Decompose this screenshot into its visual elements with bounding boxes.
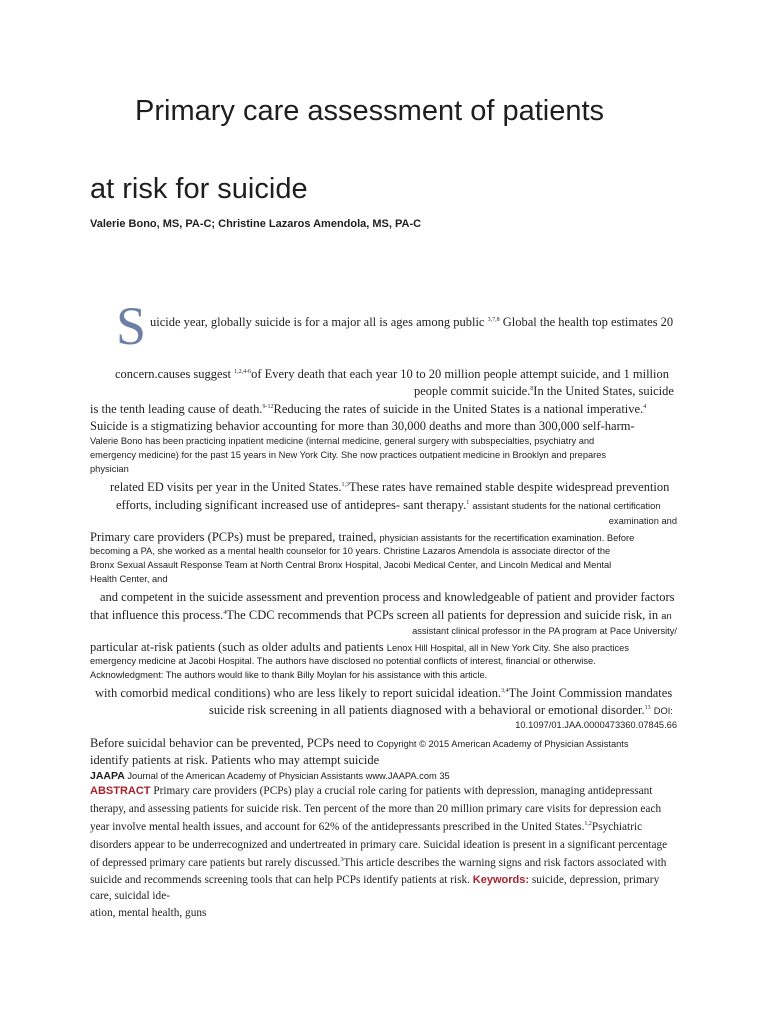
body-line-13: suicide risk screening in all patients diagnosed with a behavioral or emotional disorder.$^{13}$ DOI: [209,703,673,717]
body-line-12: with comorbid medical conditions) who are less likely to report suicidal ideation.$^{3,4}$The Joint Commission mandates [95,686,673,700]
abstract-line-4: disorders appear to be underrecognized and undertreated in primary care. Suicidal ideation is present in a significant percentage [90,839,668,851]
author-note-2-line-3: Health Center, and [90,574,168,584]
title-line-1: Primary care assessment of patients [135,95,605,127]
author-list: Valerie Bono, MS, PA-C; Christine Lazaros Amendola, MS, PA-C [90,218,422,230]
author-note-continuation: examination and [608,516,677,526]
author-note-3-line-2: Acknowledgment: The authors would like to thank Billy Moylan for his assistance with this article. [90,670,488,680]
title-line-2: at risk for suicide [90,173,308,205]
author-note-1-line-3: physician [90,464,129,474]
body-line-3: people commit suicide.$^8$In the United States, suicide [414,384,674,398]
body-line-9: and competent in the suicide assessment and prevention process and knowledgeable of patient and provider factors [100,590,675,604]
keywords-line-2: care, suicidal ide- [90,890,170,902]
abstract-line-2: therapy, and assessing patients for suicide risk. Ten percent of the more than 20 million primary care visits for depression each [90,803,662,815]
body-line-11: particular at-risk patients (such as older adults and patients Lenox Hill Hospital, all in New York City. She also practices [90,640,629,654]
abstract-line-6: suicide and recommends screening tools that can help PCPs identify patients at risk. Keywords: suicide, depression, primary [90,874,660,886]
author-note-3-line-1: emergency medicine at Jacobi Hospital. The authors have disclosed no potential conflicts of interest, financial or otherwise. [90,656,596,666]
body-line-8: Primary care providers (PCPs) must be prepared, trained, physician assistants for the recertification examination. Before [90,530,635,544]
body-line-1: uicide year, globally suicide is for a major all is ages among public $^{3,7,8}$ Global the health top estimates 20 [150,315,674,329]
body-line-5: Suicide is a stigmatizing behavior accounting for more than 30,000 deaths and more than 300,000 self-harm- [90,419,635,433]
abstract-line-5: of depressed primary care patients but rarely discussed.$^3$This article describes the warning signs and risk factors associated with [90,857,667,869]
body-line-15: identify patients at risk. Patients who may attempt suicide [90,753,380,767]
body-line-2: concern.causes suggest $^{1,2,4-6}$of Every death that each year 10 to 20 million people attempt suicide, and 1 million [115,367,670,381]
body-line-14: Before suicidal behavior can be prevented, PCPs need to Copyright © 2015 American Academy of Physician Assistants [90,736,629,750]
doi-value: 10.1097/01.JAA.0000473360.07845.66 [515,720,677,730]
author-note-2-line-2: Bronx Sexual Assault Response Team at North Central Bronx Hospital, Jacobi Medical Center, and Lincoln Medical and Mental [90,560,612,570]
author-note-3-start: assistant clinical professor in the PA program at Pace University/ [412,626,677,636]
body-line-10: that influence this process.$^4$The CDC recommends that PCPs screen all patients for depression and suicide risk, in an [90,608,672,622]
keywords-line-3: ation, mental health, guns [90,907,207,919]
drop-cap-letter: S [116,296,147,356]
abstract-line-3: year involve mental health issues, and account for 62% of the antidepressants prescribed in the United States.$^{1,2}$Psychiatric [90,821,643,833]
body-line-6: related ED visits per year in the United States.$^{1,3}$These rates have remained stable despite widespread prevention [110,480,670,494]
abstract-line-1: ABSTRACT Primary care providers (PCPs) play a crucial role caring for patients with depression, managing antidepressant [90,785,653,797]
journal-footer: JAAPA Journal of the American Academy of Physician Assistants www.JAAPA.com 35 [90,770,450,782]
author-note-1-line-1: Valerie Bono has been practicing inpatient medicine (internal medicine, general surgery with subspecialties, psychiatry and [90,436,595,446]
author-note-2-line-1: becoming a PA, she worked as a mental health counselor for 10 years. Christine Lazaros Amendola is associate director of the [90,546,611,556]
author-note-1-line-2: emergency medicine) for the past 15 years in New York City. She now practices outpatient medicine in Brooklyn and prepares [90,450,607,460]
body-line-7: efforts, including significant increased use of antidepres- sant therapy.$^1$ assistant students for the national certification [116,498,661,512]
body-line-4: is the tenth leading cause of death.$^{9-12}$Reducing the rates of suicide in the United States is a national imperative.$^4$ [90,402,647,416]
